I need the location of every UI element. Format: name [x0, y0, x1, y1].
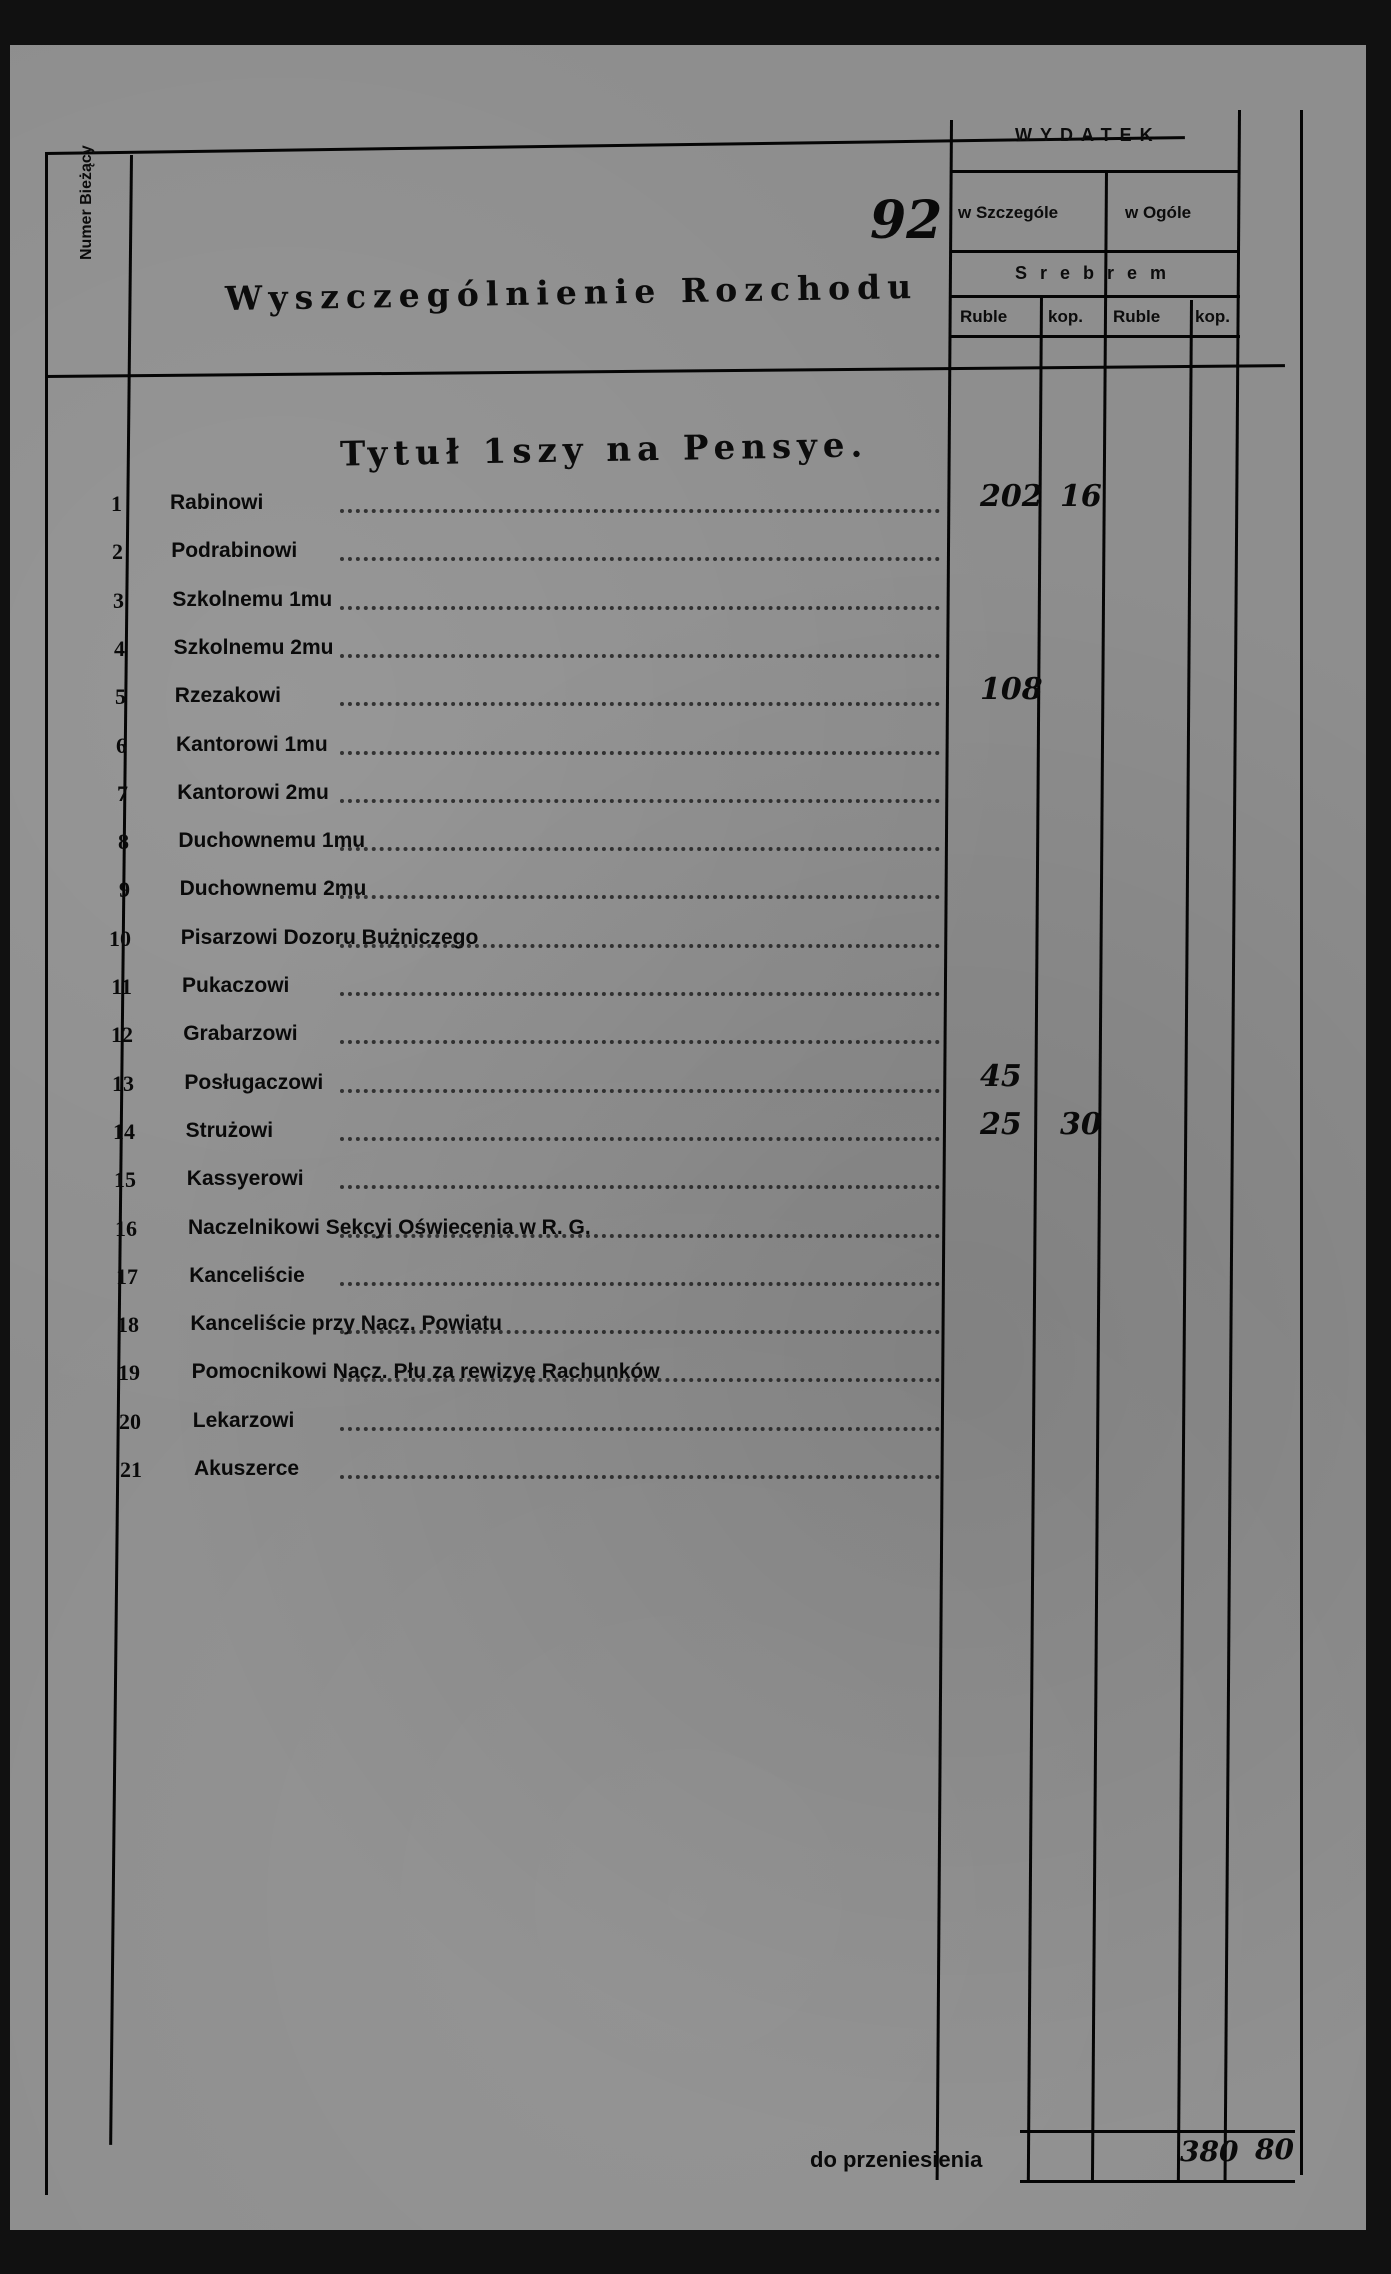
row-label: Kantorowi 1mu: [176, 732, 328, 756]
w-szczegole-header: w Szczególe: [958, 203, 1059, 222]
row-number: 10: [109, 925, 131, 951]
row-leader-dots: [340, 1427, 940, 1431]
row-number: 21: [120, 1457, 142, 1482]
row-kopecks-handwritten: 30: [1060, 1106, 1102, 1142]
row-leader-dots: [340, 847, 940, 851]
row-rubles-handwritten: 45: [980, 1058, 1022, 1094]
expense-row: [10, 630, 1300, 670]
frame-top-line: [45, 136, 1185, 155]
wydatek-header: WYDATEK: [1015, 125, 1161, 145]
row-label: Pomocnikowi Nacz. Płu za rewizyę Rachunków: [191, 1360, 660, 1384]
row-label: Szkolnemu 1mu: [172, 587, 333, 611]
expense-row: [10, 479, 1300, 525]
row-leader-dots: [340, 992, 940, 996]
row-number: 13: [112, 1070, 134, 1096]
row-leader-dots: [340, 557, 940, 561]
row-rubles-handwritten: 25: [980, 1106, 1022, 1142]
row-leader-dots: [340, 799, 940, 803]
row-number: 16: [115, 1215, 137, 1241]
expense-row: [10, 1210, 1300, 1250]
row-rubles-handwritten: 202: [980, 479, 1043, 514]
row-number: 12: [111, 1022, 133, 1048]
row-number: 14: [113, 1118, 135, 1144]
ruble-header-1: Ruble: [960, 307, 1008, 326]
row-label: Lekarzowi: [192, 1408, 295, 1432]
kop-header-1: kop.: [1048, 307, 1083, 326]
row-number: 18: [117, 1312, 139, 1338]
carry-total-kopecks: 80: [1255, 2133, 1294, 2166]
expense-row: [10, 1016, 1300, 1056]
row-label: Naczelnikowi Sekcyi Oświecenia w R. G.: [188, 1215, 591, 1239]
row-kopecks-handwritten: 16: [1060, 479, 1102, 514]
row-number: 9: [119, 877, 130, 903]
expense-row: [10, 1451, 1300, 1491]
row-leader-dots: [340, 1185, 940, 1189]
srebrem-header: Srebrem: [1015, 263, 1180, 283]
row-label: Rabinowi: [170, 491, 264, 514]
row-label: Grabarzowi: [183, 1022, 298, 1046]
row-label: Rzezakowi: [174, 684, 281, 708]
row-leader-dots: [340, 1137, 940, 1141]
row-number: 5: [115, 684, 126, 710]
row-label: Strużowi: [185, 1118, 274, 1142]
row-number: 11: [111, 974, 132, 999]
row-leader-dots: [340, 895, 940, 899]
expense-row: [10, 775, 1300, 815]
row-leader-dots: [340, 1282, 940, 1286]
row-number: 15: [114, 1167, 136, 1193]
row-number: 2: [112, 539, 123, 565]
page-number-handwritten: 92: [870, 190, 943, 251]
row-label: Kanceliście: [189, 1263, 305, 1287]
row-leader-dots: [340, 654, 940, 658]
expense-row: [10, 582, 1300, 622]
expense-row: [10, 533, 1300, 573]
row-number: 3: [113, 587, 124, 613]
expense-row: [10, 1258, 1300, 1298]
carry-total-rubles: 380: [1180, 2135, 1239, 2168]
row-rubles-handwritten: 108: [980, 672, 1043, 708]
row-leader-dots: [340, 509, 940, 513]
ruble-header-2: Ruble: [1113, 307, 1161, 326]
column-number-label: Numer Bieżący: [78, 145, 95, 260]
row-label: Akuszerce: [194, 1457, 300, 1480]
carry-line-top: [1020, 2130, 1295, 2133]
row-label: Duchownemu 2mu: [179, 877, 367, 901]
page-title: Wyszczególnienie Rozchodu: [224, 266, 919, 319]
row-label: Kantorowi 2mu: [177, 780, 329, 804]
w-ogole-header: w Ogóle: [1125, 203, 1192, 222]
row-label: Kanceliście przy Nacz. Powiatu: [190, 1312, 503, 1336]
row-leader-dots: [340, 702, 940, 706]
row-number: 17: [116, 1263, 138, 1289]
row-number: 8: [118, 829, 129, 855]
expense-row: [10, 1354, 1300, 1394]
expense-row: [10, 672, 1300, 718]
row-leader-dots: [340, 1378, 940, 1382]
srebrem-bottom-line: [950, 295, 1240, 298]
row-number: 6: [116, 732, 127, 758]
frame-right-line: [1300, 110, 1303, 2175]
szczegole-bottom-line: [950, 250, 1240, 253]
header-bottom-line: [45, 364, 1285, 378]
row-leader-dots: [340, 751, 940, 755]
expense-row: [10, 1161, 1300, 1201]
expense-row: [10, 871, 1300, 911]
row-leader-dots: [340, 944, 940, 948]
expense-row: [10, 1106, 1300, 1153]
carry-forward-label: do przeniesienia: [810, 2147, 983, 2172]
row-number: 7: [117, 780, 128, 806]
row-leader-dots: [340, 1475, 940, 1479]
row-leader-dots: [340, 1330, 940, 1334]
wydatek-bottom-line: [950, 170, 1240, 173]
row-number: 19: [118, 1360, 140, 1386]
section-title: Tytuł 1szy na Pensye.: [339, 425, 869, 475]
expense-row: [10, 968, 1300, 1008]
row-label: Duchownemu 1mu: [178, 829, 366, 853]
row-number: 4: [114, 635, 125, 661]
expense-row: [10, 1306, 1300, 1346]
expense-row: [10, 823, 1300, 863]
row-leader-dots: [340, 606, 940, 610]
row-label: Posługaczowi: [184, 1070, 324, 1094]
row-label: Podrabinowi: [171, 539, 298, 563]
kop-header-2: kop.: [1195, 307, 1230, 326]
row-leader-dots: [340, 1234, 940, 1238]
expense-row: [10, 727, 1300, 767]
row-number: 1: [111, 491, 122, 516]
row-label: Pisarzowi Dozoru Bużniczego: [180, 925, 479, 949]
row-label: Pukaczowi: [182, 974, 290, 997]
row-leader-dots: [340, 1089, 940, 1093]
row-leader-dots: [340, 1040, 940, 1044]
document-sheet: [10, 45, 1366, 2230]
expense-row: [10, 920, 1300, 960]
row-label: Szkolnemu 2mu: [173, 635, 334, 659]
rubles-bottom-line: [950, 335, 1240, 338]
expense-row: [10, 1058, 1300, 1105]
row-label: Kassyerowi: [186, 1167, 304, 1191]
expense-row: [10, 1403, 1300, 1443]
row-number: 20: [119, 1408, 141, 1434]
carry-line-bottom: [1020, 2180, 1295, 2183]
